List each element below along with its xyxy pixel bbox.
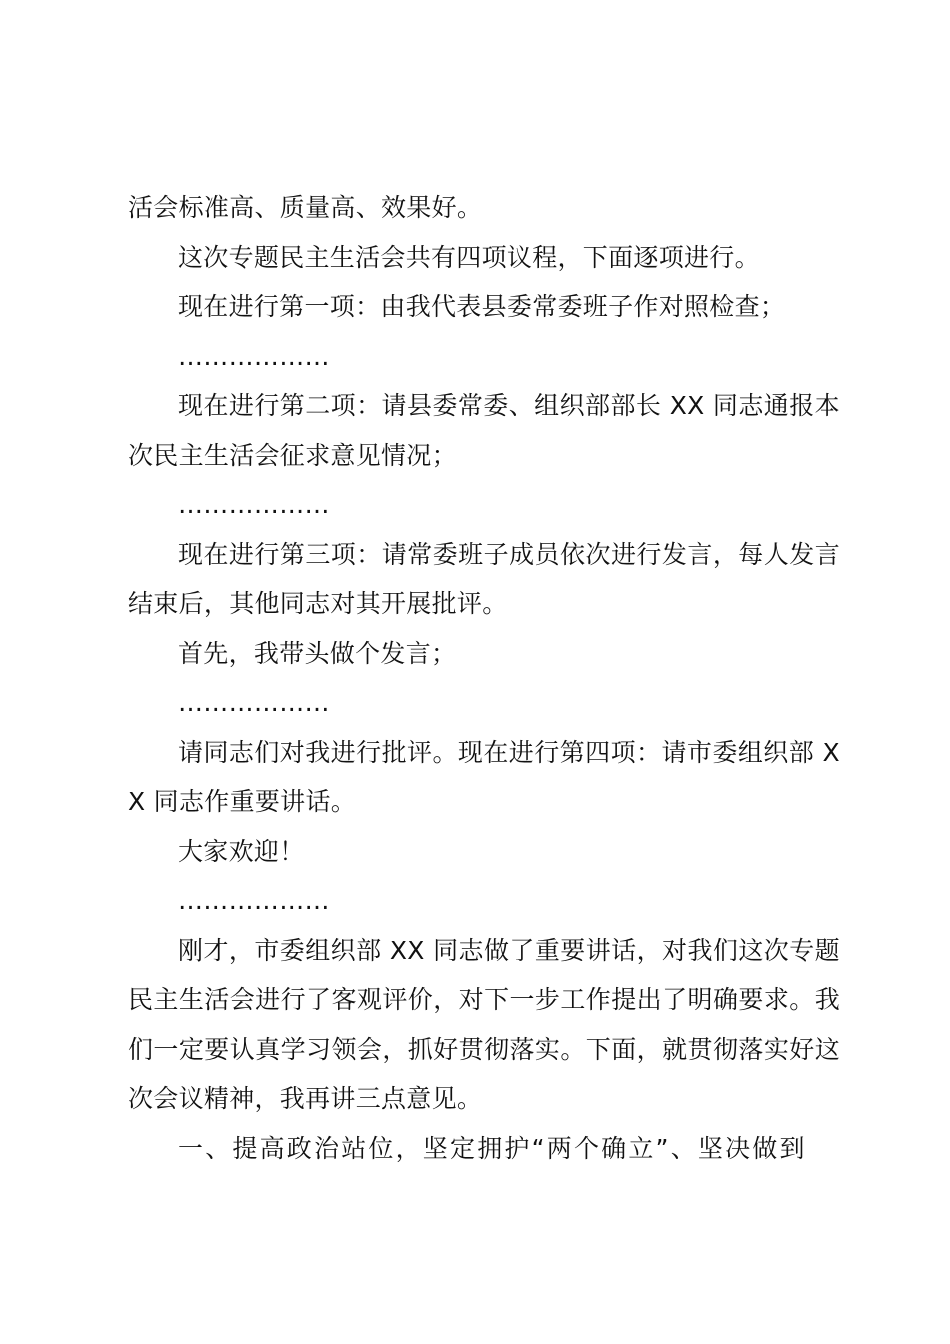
ellipsis-line: ………………	[178, 490, 330, 519]
ellipsis-line: ………………	[178, 341, 330, 371]
paragraph-first-speech: 首先，我带头做个发言；	[178, 638, 457, 668]
paragraph-item-two: 现在进行第二项：请县委常委、组织部部长 XX 同志通报本次民主生活会征求意见情况；	[128, 391, 840, 470]
paragraph-item-one: 现在进行第一项：由我代表县委常委班子作对照检查；	[178, 292, 786, 321]
paragraph-summary: 刚才，市委组织部 XX 同志做了重要讲话，对我们这次专题民主生活会进行了客观评价，对下一步工作提出了明确要求。我们一定要认真学习领会，抓好贯彻落实。下面，就贯彻落实好这次会议精神，我再讲三点意见。	[128, 935, 840, 1113]
paragraph-agenda-intro: 这次专题民主生活会共有四项议程，下面逐项进行。	[178, 242, 760, 272]
document-body	[128, 183, 840, 1173]
section-heading-one: 一、提高政治站位，坚定拥护“两个确立”、坚决做到	[178, 1133, 807, 1163]
ellipsis-line: ………………	[178, 886, 330, 915]
paragraph-welcome: 大家欢迎！	[178, 836, 305, 866]
paragraph-item-four: 请同志们对我进行批评。现在进行第四项：请市委组织部 XX 同志作重要讲话。	[128, 737, 840, 816]
paragraph-continuation: 活会标准高、质量高、效果好。	[128, 193, 483, 222]
paragraph-item-three: 现在进行第三项：请常委班子成员依次进行发言，每人发言结束后，其他同志对其开展批评。	[128, 539, 840, 618]
ellipsis-line: ………………	[178, 688, 330, 717]
